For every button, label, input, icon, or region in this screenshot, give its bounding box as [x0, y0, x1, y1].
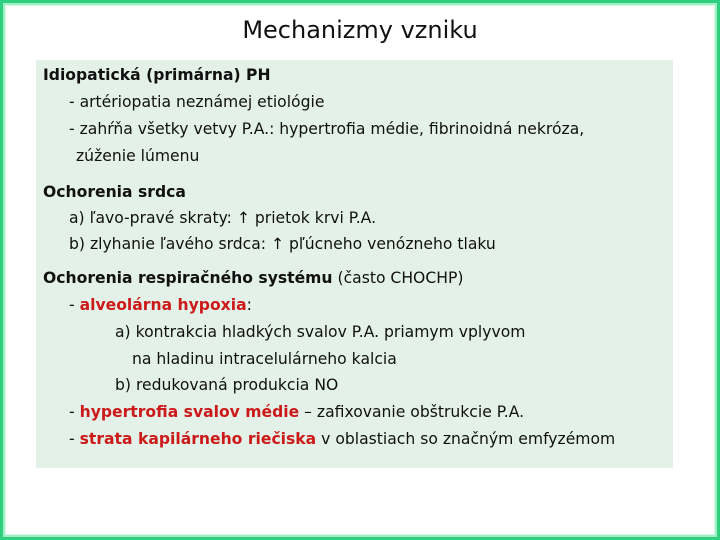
text-line-capillary — [69, 429, 615, 449]
dash: - — [69, 403, 80, 421]
section-heading-heart: Ochorenia srdca — [43, 183, 186, 201]
item-b-prefix: b) zlyhanie ľavého srdca: — [69, 235, 271, 253]
text-line: - artériopatia neznámej etiológie — [69, 93, 325, 111]
dash: - — [69, 430, 80, 448]
highlight-term: alveolárna hypoxia — [79, 296, 247, 314]
up-arrow-icon: ↑ — [236, 209, 250, 227]
text-line: zúženie lúmenu — [76, 147, 200, 165]
text-line: a) kontrakcia hladkých svalov P.A. priamym vplyvom — [115, 323, 526, 341]
text-line-hypoxia — [69, 295, 252, 315]
item-a-suffix: prietok krvi P.A. — [249, 209, 377, 227]
colon: : — [246, 296, 252, 314]
text-line: b) redukovaná produkcia NO — [115, 376, 339, 394]
text-rest: v oblastiach so značným emfyzémom — [316, 430, 616, 448]
section-heading-respiratory — [43, 268, 463, 288]
text-line-item-b — [69, 234, 496, 254]
highlight-term: hypertrofia svalov médie — [79, 403, 300, 421]
heading-rest: (často CHOCHP) — [332, 269, 464, 287]
text-line-hypertrophy — [69, 402, 524, 422]
slide-title: Mechanizmy vzniku — [242, 16, 478, 44]
text-line: na hladinu intracelulárneho kalcia — [132, 350, 397, 368]
dash: - — [69, 296, 80, 314]
text-rest: – zafixovanie obštrukcie P.A. — [299, 403, 525, 421]
content-box — [36, 60, 673, 468]
text-line-item-a — [69, 208, 376, 228]
item-a-prefix: a) ľavo-pravé skraty: — [69, 209, 237, 227]
heading-bold: Ochorenia respiračného systému — [43, 269, 333, 287]
section-heading-idiopathic: Idiopatická (primárna) PH — [43, 66, 271, 84]
item-b-suffix: pľúcneho venózneho tlaku — [284, 235, 496, 253]
up-arrow-icon: ↑ — [271, 235, 285, 253]
text-line: - zahŕňa všetky vetvy P.A.: hypertrofia médie, fibrinoidná nekróza, — [69, 120, 585, 138]
highlight-term: strata kapilárneho riečiska — [79, 430, 317, 448]
